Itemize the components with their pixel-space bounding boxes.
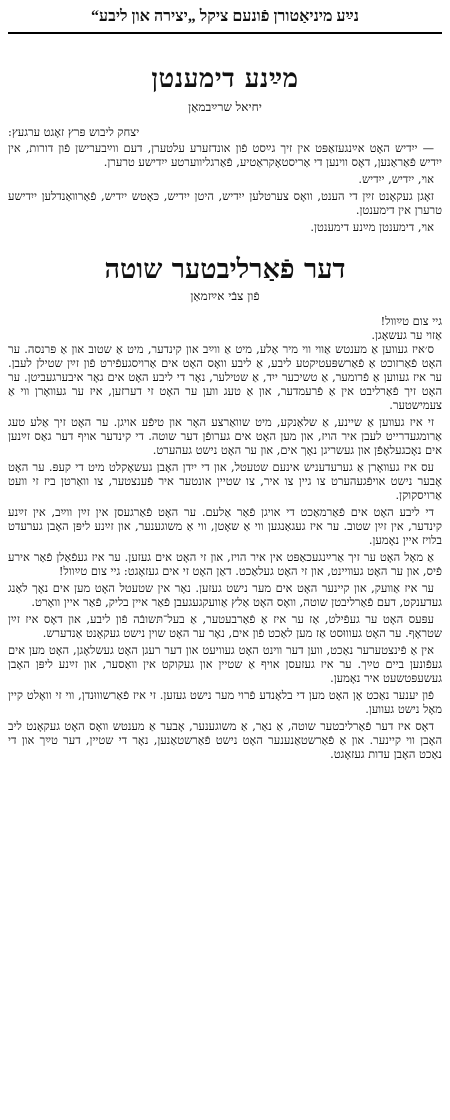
article2-paragraph: דאָס איז דער פֿאַרליבטער שוטה, אַ נאַר, אַ משוגענער, אָבער אַ מענטש וואָס האָט געקאָנט ליב האָבן ווי קיינער. און אַ פֿאַרשטאַנענער האָט נישט פֿאַרשטאַנען, נאָר די שטיין, דער טײַך און די נאַכט האָבן עדות געזאָגט. xyxy=(8,719,442,761)
article1-paragraph: אױ, ייִדיש, ייִדיש. xyxy=(358,172,434,186)
article2-paragraph: זי איז געווען אַ שיינע, אַ שלאַנקע, מיט שוואַרצע האָר און טיפֿע אויגן. ער האָט זיך אַלע טעג אַרומגעדרייט לעבן איר הויז, און מען האָט אים גערופֿן דער שוטה. די קינדער אויף דער גאַס זײַנען אים נאָכגעלאָפֿן און געשריגן נאָך אים, און ער האָט נישט געהערט. xyxy=(8,415,442,457)
article2-paragraph: ס׳איז געווען אַ מענטש אַווי ווי מיר אַלע, מיט אַ ווײַב און קינדער, מיט אַ שטוב און אַ פּרנסה. ער האָט פֿאַרזוכט אַ פֿאַרשפּעטיקטע ליבע, אַ ליבע וואָס האָט אים אַרויסגעפֿירט פֿון זײַן שטילן לעבן. ער איז געווען אַ פֿרומער, אַ טשיכער ייִד, אַ שטילער, נאָר די ליבע האָט אים גאָר איבערגעביטן. ער האָט זיך פֿאַרליבט אין אַ פֿרעמדער, און אַ טעג ווען ער האָט זי דערזען, איז ער געוואָרן ווי אַ צעמישטער. xyxy=(8,342,442,412)
article1-epigraph: יצחק ליבוש פּרץ זאָגט ערגעץ: xyxy=(8,125,140,139)
article1-paragraph: אױ, דימענטן מײַנע דימענטן. xyxy=(310,220,434,234)
article2-paragraph: די ליבע האָט אים פֿאַרמאַכט די אויגן פֿאַר אַלעם. ער האָט פֿאַרגעסן אין זײַן ווײַב, אין זײַנע קינדער, אין זײַן שטוב. ער איז געגאַנגען ווי אַ שאָטן, ווי אַ משוגענער, און זײַנע ליפּן האָבן גערעדט בלויז איין נאָמען. xyxy=(8,505,442,547)
article1-paragraph: — ייִדיש האָט אײַנגעזאַפּט אין זיך גײַסט פֿון אונדזערע עלטערן, דעם ווײַבערישן פֿון דורות, אין ייִדיש פֿאַראַנען, דאָס ווינען די אַריסטאָקראַטיע, פֿאַרגליווערטע ייִדישע טרערן. xyxy=(8,141,442,169)
article2-paragraph: אין אַ פֿינצטערער נאַכט, ווען דער ווינט האָט געוויעט און דער רעגן האָט געשלאָגן, האָט מען אים געפֿונען ביים טײַך. ער איז געזעסן אויף אַ שטיין און געקוקט אין וואַסער, און זײַנע ליפּן האָבן געשעפּטשעט איר נאָמען. xyxy=(8,643,442,685)
article2-intro-line: גיי צום טײַוול! xyxy=(380,314,442,328)
article1-title: מײַנע דימענטן xyxy=(151,64,299,94)
article2-paragraph: עס איז געוואָרן אַ גערעדעניש אינעם שטעטל, און די ייִדן האָבן געשאָקלט מיט די קעפּ. ער האָט אָבער נישט אויפֿגעהערט צו גיין צו איר, צו שטיין אונטער איר פֿענצטער, צו וואַרטן ביז זי וועט אַרויסקוקן. xyxy=(8,460,442,502)
article2-intro-line: אַזוי ער געשאָגן. xyxy=(371,328,442,342)
article2-body xyxy=(8,314,442,761)
page-header: נײַע מיניאַטורן פֿונעם ציקל „יצירה און ליבע“ xyxy=(8,8,442,34)
document-page xyxy=(8,0,442,761)
article2-title: דער פֿאַרליבטער שוטה xyxy=(104,254,346,285)
article1-author: יחיאל שרײַבמאַן xyxy=(188,100,262,114)
article1-body xyxy=(8,125,442,234)
article1-paragraph: זאָגן געקאָנט זײַן די הענט, וואָס צערטלען ייִדיש, היטן ייִדיש, כּאָטש ייִדיש, פֿאַרװאַנדלען ייִדישע טרערן אין דימענטן. xyxy=(8,189,442,217)
article2-paragraph: עפּעס האָט ער געפֿילט, אַז ער איז אַ פֿאַרבעטער, אַ בעל־תּשובֿה פֿון ליבע, און דאָס איז זײַן שטראָף. ער האָט געוווּסט אַז מען לאַכט פֿון אים, נאָר ער האָט שוין נישט געקאָנט אַנדערש. xyxy=(8,612,442,640)
article2-author: פֿון צבֿי אײַזמאַן xyxy=(190,289,260,303)
article2-paragraph: ער איז אַוועק, און קיינער האָט אים מער נישט געזען. נאָר אין שטעטל האָט מען אים נאָך לאַנג געדענקט, דעם פֿאַרליבטן שוטה, וואָס האָט אַלץ אַוועקגעגעבן פֿאַר איין בליק, פֿאַר איין וואָרט. xyxy=(8,581,442,609)
article2-paragraph: אַ מאָל האָט ער זיך אַרײַנגעכאַפּט אין איר הויז, און זי האָט אים געזען. ער איז געפֿאַלן פֿאַר אירע פֿיס, און ער האָט געוויינט, און זי האָט געלאַכט. דאַן האָט זי אים געזאָגט: גיי צום טײַוול! xyxy=(8,550,442,578)
article2-paragraph: פֿון יענער נאַכט אָן האָט מען די בלאָנדע פֿרוי מער נישט געזען. זי איז פֿאַרשוווּנדן, ווי זי וואָלט קיין מאָל נישט געווען. xyxy=(8,688,442,716)
